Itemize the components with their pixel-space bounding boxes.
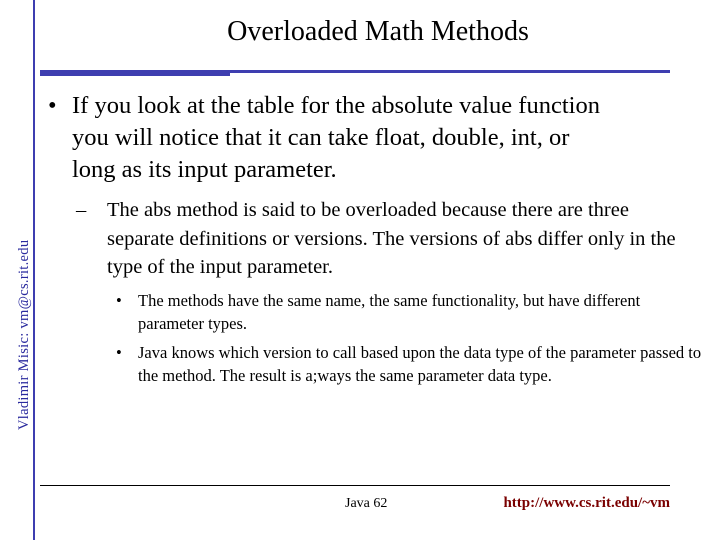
slide-title: Overloaded Math Methods (227, 16, 529, 47)
footer-divider (40, 485, 670, 486)
bullet-level3-text: Java knows which version to call based upon the data type of the parameter passed to the method. The result is a;ways the same parameter data type. (138, 343, 702, 385)
bullet-level1 (48, 90, 618, 186)
bullet-level2 (76, 196, 696, 282)
slide-number: Java 62 (345, 496, 388, 511)
bullet-dot-icon: • (48, 92, 57, 119)
bullet-level2-text: The abs method is said to be overloaded because there are three separate definitions or versions. The versions of abs differ only in the type of the input parameter. (107, 199, 676, 278)
bullet-dot-icon: • (116, 291, 122, 310)
author-side-label: Vladimir Misic: vm@cs.rit.edu (16, 239, 32, 430)
bullet-level1-text: If you look at the table for the absolute value function you will notice that it can take float, double, int, or long as its input parameter. (72, 92, 600, 183)
bullet-level3-text: The methods have the same name, the same functionality, but have different parameter types. (138, 291, 641, 333)
bullet-level3-item (116, 289, 706, 335)
bullet-dash-icon: – (76, 199, 87, 221)
bullet-dot-icon: • (116, 343, 122, 362)
title-divider-accent (40, 73, 230, 76)
bullet-level3-item (116, 341, 706, 387)
footer-url-link[interactable]: http://www.cs.rit.edu/~vm (503, 495, 670, 511)
